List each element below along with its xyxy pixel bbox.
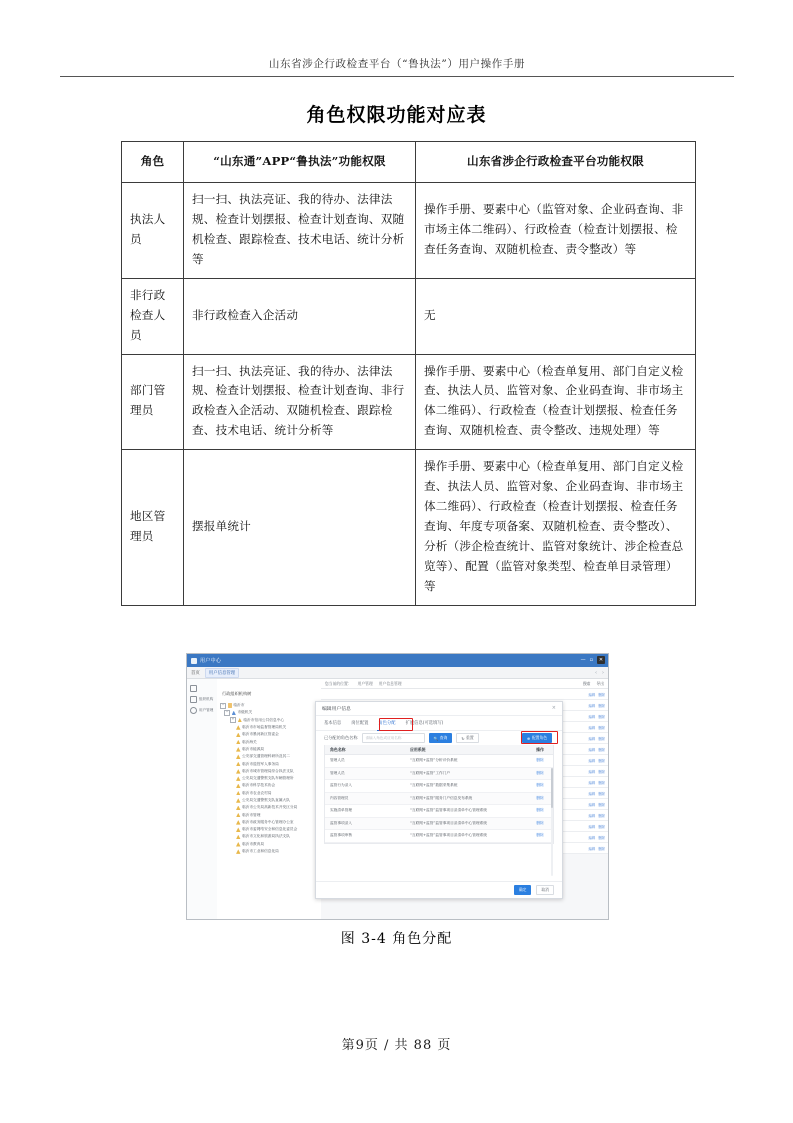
tab-next-icon[interactable]: › <box>602 669 604 676</box>
table-row <box>325 818 553 831</box>
cell-role-name: 管理人员 <box>330 758 345 763</box>
row-action[interactable]: 删除 <box>598 703 605 708</box>
tree-node-label: 临沂市农业农村局 <box>242 790 272 795</box>
figure-screenshot <box>186 653 609 920</box>
content-toolbar <box>321 679 608 689</box>
permission-table <box>121 141 696 606</box>
scrollbar-thumb[interactable] <box>551 768 554 808</box>
table-row <box>325 768 553 781</box>
cell-role-name: 监管事项审核 <box>330 833 353 838</box>
refresh-icon: ↻ <box>461 735 465 741</box>
row-action[interactable]: 删除 <box>598 813 605 818</box>
row-action[interactable]: 删除 <box>598 835 605 840</box>
tree-node[interactable] <box>220 790 324 797</box>
cell-system: “互联网+监管”监管事项目录清单中心管理系统 <box>410 820 487 825</box>
window-controls <box>581 656 605 664</box>
column-header-platform: 山东省涉企行政检查平台功能权限 <box>416 142 696 183</box>
breadcrumb-prefix: 您当前的位置： <box>325 680 352 686</box>
tree-caption: 行政组织机构树 <box>222 691 252 696</box>
row-action[interactable]: 删除 <box>598 736 605 741</box>
cell-role: 非行政检查人员 <box>122 278 184 354</box>
cell-system: “互联网+监管”服务门户信息发布系统 <box>410 795 473 800</box>
table-row <box>325 805 553 818</box>
tree-expander-icon[interactable]: − <box>221 702 225 707</box>
column-header-system: 应用系统 <box>410 746 426 752</box>
cell-system: “互联网+监管”监管事项目录清单中心管理系统 <box>410 808 487 813</box>
org-icon <box>236 733 241 738</box>
tree-node-label: 临沂市墨河新区管委会 <box>242 732 279 737</box>
tree-node[interactable] <box>220 819 324 826</box>
user-icon <box>190 707 197 714</box>
row-action[interactable]: 编辑 <box>588 758 596 763</box>
tree-node[interactable] <box>220 702 324 709</box>
app-title-bar <box>187 654 608 667</box>
tree-node[interactable] <box>220 731 324 738</box>
column-header-role-name: 角色名称 <box>330 746 346 752</box>
row-action[interactable]: 编辑 <box>588 769 596 774</box>
org-icon <box>236 762 241 767</box>
org-icon <box>236 769 241 774</box>
tree-node-label: 临沂市能源局 <box>242 746 265 751</box>
row-action[interactable]: 删除 <box>598 780 605 785</box>
hamburger-menu[interactable] <box>187 683 217 694</box>
tree-node[interactable] <box>220 717 324 724</box>
tree-node-label: 临沂市教育局 <box>242 841 265 846</box>
cell-role: 执法人员 <box>122 182 184 278</box>
hamburger-icon <box>190 685 197 692</box>
row-action[interactable]: 编辑 <box>588 813 596 818</box>
delete-link[interactable]: 删除 <box>536 758 544 763</box>
table-header-row <box>122 142 696 183</box>
column-header-operation: 操作 <box>536 746 544 752</box>
tree-node-label: 临沂市委网络安全和信息化委员会 <box>242 827 298 832</box>
tree-node[interactable] <box>220 768 324 775</box>
tree-node[interactable] <box>220 841 324 848</box>
role-table <box>324 745 554 844</box>
tree-node-label: 临沂市市场监督管理局机关 <box>242 725 287 730</box>
tree-node[interactable] <box>220 709 324 716</box>
org-icon <box>236 776 241 781</box>
org-icon <box>236 798 241 803</box>
tree-node[interactable] <box>220 811 324 818</box>
cell-app-permissions: 非行政检查入企活动 <box>184 278 416 354</box>
cell-role: 部门管理员 <box>122 354 184 450</box>
org-icon <box>236 842 241 847</box>
tree-expander-icon[interactable]: − <box>225 709 229 714</box>
search-button[interactable] <box>429 733 453 744</box>
reset-button-label: 重置 <box>466 735 474 740</box>
cell-role-name: 实施清单管理 <box>330 808 353 813</box>
tree-node[interactable] <box>220 826 324 833</box>
assign-role-button-label: 配置角色 <box>531 735 547 740</box>
modal-footer <box>316 881 562 898</box>
confirm-button[interactable]: 确定 <box>514 885 532 896</box>
tree-node-label: 临沂市管理 <box>242 812 261 817</box>
tree-node-label: 临沂市 <box>233 703 245 708</box>
row-action[interactable]: 删除 <box>598 725 605 730</box>
tab-extended-info[interactable]: 扩展信息(可选填写) <box>405 721 444 726</box>
cell-role-name: 管理人员 <box>330 770 345 775</box>
export-button[interactable]: 导出 <box>596 680 604 686</box>
cell-role-name: 监管行为录入 <box>330 783 353 788</box>
modal-filter-bar <box>316 731 562 745</box>
org-icon <box>236 740 241 745</box>
sidebar-item-label: 组织机构 <box>199 697 214 701</box>
row-action[interactable]: 编辑 <box>588 747 596 752</box>
cell-system: “互联网+监管”监管事项目录清单中心管理系统 <box>410 833 487 838</box>
tree-node[interactable] <box>220 848 324 855</box>
row-action[interactable]: 编辑 <box>588 725 596 730</box>
row-action[interactable]: 删除 <box>598 692 605 697</box>
row-action[interactable]: 删除 <box>598 714 605 719</box>
table-row <box>122 450 696 606</box>
cell-role: 地区管理员 <box>122 450 184 606</box>
search-button[interactable]: 搜索 <box>582 680 591 686</box>
cell-app-permissions: 摆报单统计 <box>184 450 416 606</box>
delete-link[interactable]: 删除 <box>536 783 544 788</box>
column-header-role: 角色 <box>122 142 184 183</box>
tree-node[interactable] <box>220 760 324 767</box>
delete-link[interactable]: 删除 <box>536 820 544 825</box>
row-action[interactable]: 删除 <box>598 747 605 752</box>
close-icon[interactable]: × <box>551 705 556 711</box>
table-row <box>325 780 553 793</box>
org-icon <box>236 820 241 825</box>
org-icon <box>236 747 241 752</box>
cell-app-permissions: 扫一扫、执法亮证、我的待办、法律法规、检查计划摆报、检查计划查询、双随机检查、跟踪检查、技术电话、统计分析等 <box>184 182 416 278</box>
org-icon <box>232 711 237 716</box>
cell-platform-permissions: 操作手册、要素中心（监管对象、企业码查询、非市场主体二维码）、行政检查（检查计划摆报、检查任务查询、双随机检查、责令整改）等 <box>416 182 696 278</box>
organization-tree <box>217 679 327 920</box>
tree-node[interactable] <box>220 746 324 753</box>
modal-header <box>316 702 562 716</box>
search-icon: 🔍 <box>433 735 439 741</box>
delete-link[interactable]: 删除 <box>536 808 544 813</box>
tree-node-label: 临沂海关 <box>242 739 257 744</box>
table-row <box>325 793 553 806</box>
edit-user-modal <box>315 701 563 899</box>
modal-title: 编辑用户信息 <box>322 707 351 712</box>
page-footer: 第9页 / 共 88 页 <box>341 1038 452 1053</box>
tree-node-label: 市级机关 <box>237 710 253 715</box>
modal-tabs <box>316 716 562 731</box>
cell-role-name: 内容管理员 <box>330 795 349 800</box>
filter-label: 已分配的角色名称 <box>324 735 358 740</box>
org-icon <box>236 791 241 796</box>
tree-node[interactable] <box>220 833 324 840</box>
org-icon <box>236 725 241 730</box>
sidebar-item-label: 用户管理 <box>199 708 214 712</box>
sidebar-item-user-management[interactable] <box>187 705 217 716</box>
assign-role-button[interactable] <box>522 733 552 744</box>
row-action[interactable]: 编辑 <box>588 846 596 851</box>
table-scrollbar[interactable] <box>551 768 554 876</box>
delete-link[interactable]: 删除 <box>536 795 544 800</box>
tree-node-label: 临沂市退役军人事务局 <box>242 761 279 766</box>
row-action[interactable]: 编辑 <box>588 802 596 807</box>
row-action[interactable]: 删除 <box>598 769 605 774</box>
tree-expander-icon[interactable]: + <box>231 717 235 722</box>
delete-link[interactable]: 删除 <box>536 770 544 775</box>
tree-node[interactable] <box>220 753 324 760</box>
tree-node-label: 公安部交通管理科研所及其二 <box>242 754 290 759</box>
row-action[interactable]: 编辑 <box>588 703 596 708</box>
tree-node-label: 临沂市工业和信息化局 <box>242 849 279 854</box>
cell-system: “互联网+监管”分析评价系统 <box>410 758 458 763</box>
column-header-app: “山东通”APP“鲁执法”功能权限 <box>184 142 416 183</box>
tree-node-label: 临沂市公安局高新技术开发区分局 <box>242 805 298 810</box>
org-icon <box>190 696 197 703</box>
org-icon <box>236 835 241 840</box>
tree-node[interactable] <box>220 782 324 789</box>
role-name-input[interactable]: 请输入角色或应用名称 <box>362 733 425 743</box>
row-action[interactable]: 删除 <box>598 802 605 807</box>
tree-node[interactable] <box>220 738 324 745</box>
org-icon <box>236 784 241 789</box>
row-action[interactable]: 编辑 <box>588 692 596 697</box>
minimize-icon[interactable]: — <box>580 657 586 663</box>
tree-node-label: 临沂市文化和旅游局执法支队 <box>242 834 290 839</box>
org-icon <box>236 827 241 832</box>
row-action[interactable]: 编辑 <box>588 835 596 840</box>
close-icon[interactable]: ✕ <box>598 657 604 663</box>
app-title: 用户中心 <box>200 658 222 664</box>
cell-platform-permissions: 操作手册、要素中心（检查单复用、部门自定义检查、执法人员、监管对象、企业码查询、非市场主体二维码）、行政检查（检查计划摆报、检查任务查询、年度专项备案、双随机检查、责令整改）、分析（涉企检查统计、监管对象统计、涉企检查总览等）、配置（监管对象类型、检查单目录管理）等 <box>416 450 696 606</box>
folder-icon <box>228 703 233 708</box>
tree-node-label: 公安局交通警察支队直属大队 <box>242 798 290 802</box>
tree-node[interactable] <box>220 804 324 811</box>
permission-table-wrapper <box>121 141 695 606</box>
breadcrumb-user-management[interactable]: 用户管理 <box>357 680 373 686</box>
tab-prev-icon[interactable]: ‹ <box>595 669 597 676</box>
tree-node[interactable] <box>220 797 324 804</box>
tab-nav <box>595 670 604 676</box>
row-action[interactable]: 编辑 <box>588 824 596 829</box>
running-header-text: 山东省涉企行政检查平台（“鲁执法”）用户操作手册 <box>268 58 526 70</box>
running-header <box>72 52 722 71</box>
org-icon <box>236 813 241 818</box>
tree-node-label: 临沂市科学技术协会 <box>242 783 276 788</box>
row-action[interactable]: 删除 <box>598 758 605 763</box>
cell-role-name: 监管事项录入 <box>330 820 353 825</box>
role-table-header <box>325 745 553 755</box>
page-title: 角色权限功能对应表 <box>306 104 487 126</box>
row-action[interactable]: 删除 <box>598 824 605 829</box>
tab-post-config[interactable]: 岗位配置 <box>351 721 369 726</box>
tree-node-label: 公安局交通警察支队车辆管理所 <box>242 776 294 781</box>
plus-circle-icon: ⊕ <box>527 735 531 741</box>
tree-node-label: 临沂市政务服务中心管理办公室 <box>242 819 294 824</box>
table-row <box>122 354 696 450</box>
tab-role-assignment[interactable]: 角色分配 <box>378 721 396 726</box>
row-action[interactable]: 编辑 <box>588 714 596 719</box>
delete-link[interactable]: 删除 <box>536 833 544 838</box>
org-icon <box>238 718 243 723</box>
header-rule <box>60 76 734 77</box>
tab-home[interactable]: 首页 <box>191 670 200 676</box>
row-action[interactable]: 编辑 <box>588 791 596 796</box>
tree-node-label: 临沂市城市管理局综合执法支队 <box>242 768 294 773</box>
sidebar-item-organization[interactable] <box>187 694 217 705</box>
cell-platform-permissions: 无 <box>416 278 696 354</box>
table-row <box>122 182 696 278</box>
cell-app-permissions: 扫一扫、执法亮证、我的待办、法律法规、检查计划摆报、检查计划查询、非行政检查入企活动、双随机检查、跟踪检查、技术电话、统计分析等 <box>184 354 416 450</box>
tab-user-info-management[interactable]: 用户信息管理 <box>205 668 239 678</box>
table-row <box>325 830 553 843</box>
table-row <box>122 278 696 354</box>
org-icon <box>236 754 241 759</box>
maximize-icon[interactable]: ▫ <box>589 657 593 663</box>
tree-node-label: 临沂市信用公共信息中心 <box>243 717 285 722</box>
app-body <box>187 679 608 920</box>
org-icon <box>236 806 241 811</box>
toolbar-actions <box>583 681 604 687</box>
left-nav <box>187 679 218 920</box>
row-action[interactable]: 编辑 <box>588 736 596 741</box>
app-logo-icon <box>191 658 197 664</box>
breadcrumb-user-info-management[interactable]: 用户信息管理 <box>378 680 402 686</box>
browser-tab-strip <box>187 667 608 679</box>
org-icon <box>236 849 241 854</box>
background-row <box>321 689 608 700</box>
reset-button[interactable] <box>456 733 478 744</box>
search-button-label: 查询 <box>439 735 448 740</box>
row-action[interactable]: 删除 <box>598 791 605 796</box>
tab-basic-info[interactable]: 基本信息 <box>324 721 342 726</box>
row-action[interactable]: 删除 <box>598 846 605 851</box>
cell-platform-permissions: 操作手册、要素中心（检查单复用、部门自定义检查、执法人员、监管对象、企业码查询、非市场主体二维码）、行政检查（检查计划摆报、检查任务查询、双随机检查、责令整改、违规处理）等 <box>416 354 696 450</box>
figure-caption: 图 3-4 角色分配 <box>340 931 453 947</box>
tree-node[interactable] <box>220 724 324 731</box>
table-row <box>325 755 553 768</box>
cell-system: “互联网+监管”数据采集系统 <box>410 783 458 788</box>
cancel-button[interactable]: 取消 <box>536 885 554 896</box>
tree-node[interactable] <box>220 775 324 782</box>
cell-system: “互联网+监管”工作门户 <box>410 770 451 775</box>
row-action[interactable]: 编辑 <box>588 780 596 785</box>
